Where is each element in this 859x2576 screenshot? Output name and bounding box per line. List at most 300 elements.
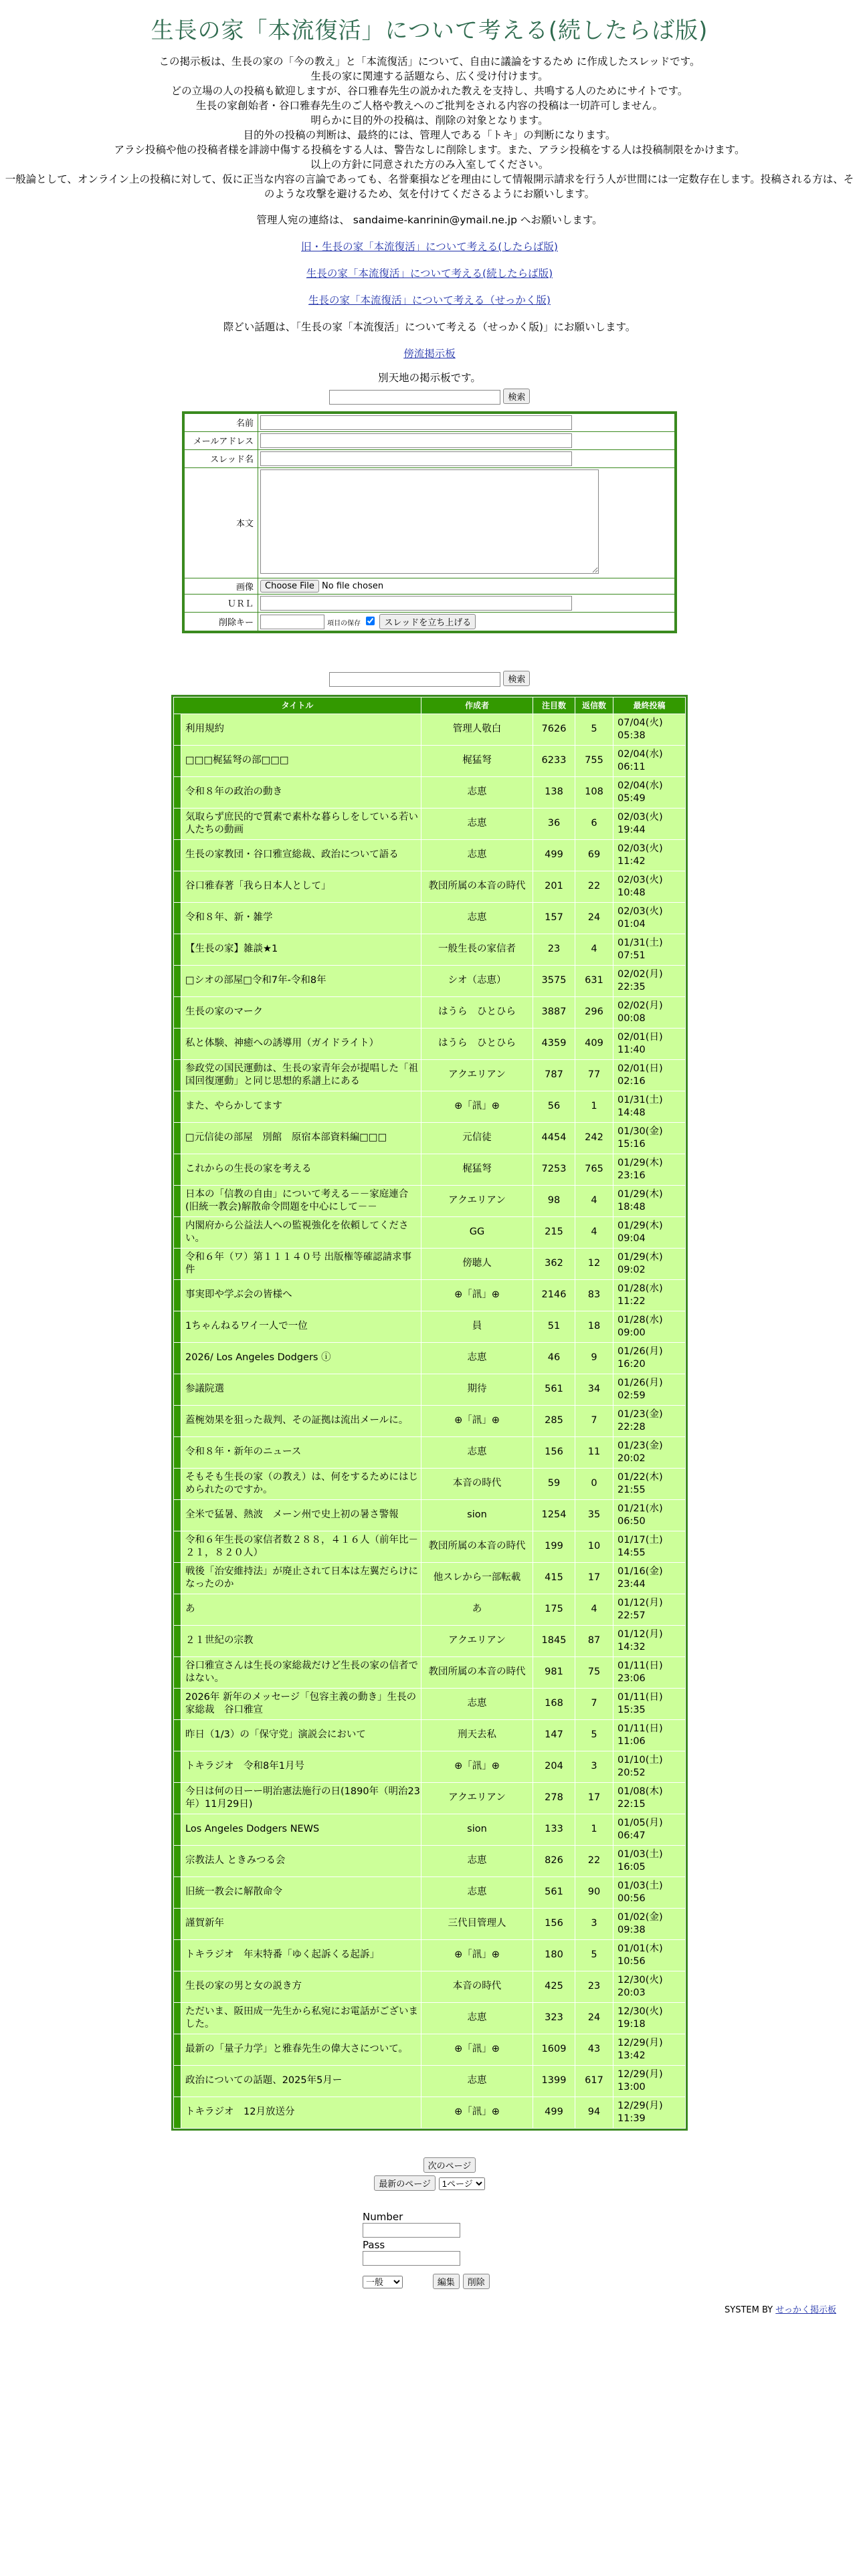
thread-row[interactable] [174, 1719, 686, 1751]
thread-last-post: 01/10(土) 20:52 [613, 1751, 686, 1782]
thread-replies: 5 [575, 1719, 613, 1751]
thread-replies: 7 [575, 1405, 613, 1436]
thread-row[interactable] [174, 2065, 686, 2097]
board-search-input[interactable] [329, 672, 500, 687]
thread-last-post: 01/08(木) 22:15 [613, 1782, 686, 1814]
thread-views: 7253 [533, 1154, 575, 1185]
thread-author: ⊕「訊」⊕ [421, 2034, 533, 2065]
thread-title[interactable]: 利用規約 [181, 714, 421, 745]
thread-row[interactable] [174, 1876, 686, 1908]
thread-author: 梶猛弩 [421, 1154, 533, 1185]
thread-replies: 7 [575, 1688, 613, 1719]
thread-replies: 11 [575, 1436, 613, 1468]
thread-title[interactable]: 宗教法人 ときみつる会 [181, 1845, 421, 1876]
thread-row[interactable] [174, 1028, 686, 1059]
row-marker [174, 1971, 181, 2002]
thread-replies: 10 [575, 1531, 613, 1562]
top-search-input[interactable] [329, 390, 500, 405]
thread-last-post: 01/29(木) 09:04 [613, 1216, 686, 1248]
thread-title[interactable]: トキラジオ 令和8年1月号 [181, 1751, 421, 1782]
thread-views: 157 [533, 902, 575, 934]
thread-last-post: 02/04(水) 05:49 [613, 776, 686, 808]
thread-title[interactable]: 令和８年・新年のニュース [181, 1436, 421, 1468]
thread-row[interactable] [174, 1625, 686, 1656]
thread-replies: 3 [575, 1751, 613, 1782]
thread-views: 51 [533, 1311, 575, 1342]
thread-views: 156 [533, 1908, 575, 1939]
thread-last-post: 01/11(日) 23:06 [613, 1656, 686, 1688]
row-marker [174, 776, 181, 808]
thread-views: 323 [533, 2002, 575, 2034]
row-marker [174, 1751, 181, 1782]
thread-title[interactable]: 最新の「量子力学」と雅春先生の偉大さについて。 [181, 2034, 421, 2065]
thread-views: 285 [533, 1405, 575, 1436]
thread-author: ⊕「訊」⊕ [421, 1091, 533, 1122]
row-marker [174, 839, 181, 871]
row-marker [174, 1876, 181, 1908]
thread-views: 23 [533, 934, 575, 965]
thread-title[interactable]: トキラジオ 12月放送分 [181, 2097, 421, 2128]
row-marker [174, 1499, 181, 1531]
header-title: タイトル [174, 697, 421, 714]
thread-replies: 4 [575, 1594, 613, 1625]
thread-views: 1399 [533, 2065, 575, 2097]
thread-last-post: 01/29(木) 18:48 [613, 1185, 686, 1216]
thread-title[interactable]: あ [181, 1594, 421, 1625]
thread-replies: 24 [575, 2002, 613, 2034]
row-marker [174, 1374, 181, 1405]
row-marker [174, 996, 181, 1028]
thread-title[interactable]: 昨日（1/3）の「保守党」演説会において [181, 1719, 421, 1751]
thread-title[interactable]: ただいま、阪田成一先生から私宛にお電話がございました。 [181, 2002, 421, 2034]
thread-views: 362 [533, 1248, 575, 1279]
row-marker [174, 1059, 181, 1091]
thread-views: 415 [533, 1562, 575, 1594]
thread-title[interactable]: 日本の「信教の自由」について考える－－家庭連合(旧統一教会)解散命令問題を中心にして－－ [181, 1185, 421, 1216]
page-select[interactable] [439, 2177, 485, 2190]
intro-line: 明らかに目的外の投稿は、削除の対象となります。 [310, 114, 549, 126]
thread-last-post: 02/01(日) 11:40 [613, 1028, 686, 1059]
thread-author: シオ（志恵） [421, 965, 533, 996]
create-thread-button[interactable]: スレッドを立ち上げる [379, 614, 476, 629]
header-author: 作成者 [421, 697, 533, 714]
thread-list [171, 695, 688, 2131]
thread-title[interactable]: 政治についての話題、2025年5月ー [181, 2065, 421, 2097]
thread-row[interactable] [174, 1122, 686, 1154]
thread-row[interactable] [174, 934, 686, 965]
thread-row[interactable] [174, 1751, 686, 1782]
thread-title[interactable]: 谷口雅春著「我ら日本人として」 [181, 871, 421, 902]
thread-author: ⊕「訊」⊕ [421, 1939, 533, 1971]
thread-last-post: 12/29(月) 11:39 [613, 2097, 686, 2128]
thread-author: 一般生長の家信者 [421, 934, 533, 965]
thread-replies: 4 [575, 1185, 613, 1216]
thread-views: 201 [533, 871, 575, 902]
thread-replies: 242 [575, 1122, 613, 1154]
thread-last-post: 12/29(月) 13:00 [613, 2065, 686, 2097]
thread-title[interactable]: 生長の家のマーク [181, 996, 421, 1028]
thread-title[interactable]: 参議院選 [181, 1374, 421, 1405]
thread-title[interactable]: 令和８年、新・雑学 [181, 902, 421, 934]
thread-views: 981 [533, 1656, 575, 1688]
thread-row[interactable] [174, 2034, 686, 2065]
row-marker [174, 2034, 181, 2065]
thread-replies: 631 [575, 965, 613, 996]
thread-author: はうら ひとひら [421, 996, 533, 1028]
thread-replies: 35 [575, 1499, 613, 1531]
thread-last-post: 01/28(水) 09:00 [613, 1311, 686, 1342]
thread-last-post: 02/01(日) 02:16 [613, 1059, 686, 1091]
system-by-label: SYSTEM BY [725, 2304, 776, 2315]
thread-views: 3887 [533, 996, 575, 1028]
thread-views: 133 [533, 1814, 575, 1845]
next-page-button[interactable]: 次のページ [423, 2157, 476, 2173]
thread-title[interactable]: 旧統一教会に解散命令 [181, 1876, 421, 1908]
thread-row[interactable] [174, 808, 686, 839]
thread-views: 4454 [533, 1122, 575, 1154]
thread-row[interactable] [174, 776, 686, 808]
thread-views: 561 [533, 1876, 575, 1908]
thread-last-post: 01/28(水) 11:22 [613, 1279, 686, 1311]
thread-last-post: 01/31(土) 07:51 [613, 934, 686, 965]
thread-author: 志恵 [421, 1342, 533, 1374]
thread-row[interactable] [174, 1185, 686, 1216]
thread-views: 215 [533, 1216, 575, 1248]
thread-views: 499 [533, 2097, 575, 2128]
thread-title[interactable]: 戦後「治安維持法」が廃止されて日本は左翼だらけになったのか [181, 1562, 421, 1594]
row-marker [174, 714, 181, 745]
choose-file-button[interactable]: Choose File [260, 580, 319, 593]
intro-line: 生長の家創始者・谷口雅春先生のご人格や教えへのご批判をされる内容の投稿は一切許可しません。 [195, 100, 664, 112]
thread-last-post: 01/22(木) 21:55 [613, 1468, 686, 1499]
thread-last-post: 01/16(金) 23:44 [613, 1562, 686, 1594]
number-field[interactable] [363, 2223, 460, 2238]
thread-title[interactable]: また、やらかしてます [181, 1091, 421, 1122]
thread-views: 278 [533, 1782, 575, 1814]
thread-views: 156 [533, 1436, 575, 1468]
thread-title[interactable]: 私と体験、神癒への誘導用（ガイドライト） [181, 1028, 421, 1059]
email-label: メールアドレス [185, 431, 258, 449]
thread-replies: 77 [575, 1059, 613, 1091]
thread-title[interactable]: 生長の家の男と女の説き方 [181, 1971, 421, 2002]
thread-title[interactable]: 谷口雅宣さんは生長の家総裁だけど生長の家の信者ではない。 [181, 1656, 421, 1688]
thread-row[interactable] [174, 2002, 686, 2034]
system-link[interactable]: せっかく掲示板 [775, 2304, 836, 2315]
thread-views: 168 [533, 1688, 575, 1719]
link-sekkaku-board[interactable]: 生長の家「本流復活」について考える（せっかく版) [308, 294, 551, 306]
thread-replies: 43 [575, 2034, 613, 2065]
thread-views: 138 [533, 776, 575, 808]
thread-title[interactable]: 令和６年生長の家信者数２８８，４１６人（前年比－２１，８２０人） [181, 1531, 421, 1562]
row-marker [174, 745, 181, 776]
thread-replies: 23 [575, 1971, 613, 2002]
thread-views: 7626 [533, 714, 575, 745]
pass-label: Pass [363, 2238, 385, 2251]
thread-replies: 18 [575, 1311, 613, 1342]
thread-views: 147 [533, 1719, 575, 1751]
thread-author: sion [421, 1814, 533, 1845]
board-search [0, 671, 859, 687]
row-marker [174, 1625, 181, 1656]
thread-replies: 4 [575, 1216, 613, 1248]
thread-title[interactable]: トキラジオ 年末特番「ゆく起訴くる起訴」 [181, 1939, 421, 1971]
thread-row[interactable] [174, 996, 686, 1028]
thread-views: 98 [533, 1185, 575, 1216]
thread-row[interactable] [174, 1594, 686, 1625]
thread-title[interactable]: ２１世紀の宗教 [181, 1625, 421, 1656]
thread-row[interactable] [174, 1562, 686, 1594]
thread-title[interactable]: □元信徒の部屋 別館 原宿本部資料編□□□ [181, 1122, 421, 1154]
thread-last-post: 01/21(水) 06:50 [613, 1499, 686, 1531]
thread-row[interactable] [174, 871, 686, 902]
thread-row[interactable] [174, 1311, 686, 1342]
thread-title[interactable]: 謹賀新年 [181, 1908, 421, 1939]
row-marker [174, 1248, 181, 1279]
thread-row[interactable] [174, 965, 686, 996]
url-field[interactable] [260, 596, 572, 611]
thread-title[interactable]: □シオの部屋□令和7年-令和8年 [181, 965, 421, 996]
thread-row[interactable] [174, 1468, 686, 1499]
thread-author: 刑天去私 [421, 1719, 533, 1751]
thread-author: 志恵 [421, 2065, 533, 2097]
thread-last-post: 01/17(土) 14:55 [613, 1531, 686, 1562]
thread-row[interactable] [174, 1499, 686, 1531]
edgy-topic-note: 際どい話題は、「生長の家「本流復活」について考える（せっかく版)」にお願いします。 [223, 321, 636, 333]
thread-views: 826 [533, 1845, 575, 1876]
thread-views: 425 [533, 1971, 575, 2002]
thread-replies: 6 [575, 808, 613, 839]
thread-last-post: 02/02(月) 00:08 [613, 996, 686, 1028]
thread-replies: 75 [575, 1656, 613, 1688]
row-marker [174, 1814, 181, 1845]
thread-row[interactable] [174, 1908, 686, 1939]
thread-last-post: 01/05(月) 06:47 [613, 1814, 686, 1845]
thread-title[interactable]: これからの生長の家を考える [181, 1154, 421, 1185]
thread-row[interactable] [174, 1091, 686, 1122]
thread-last-post: 02/03(火) 19:44 [613, 808, 686, 839]
link-current-board[interactable]: 生長の家「本流復活」について考える(続したらば版) [306, 267, 553, 280]
thread-row[interactable] [174, 1154, 686, 1185]
thread-title[interactable]: 事実即や学ぶ会の皆様へ [181, 1279, 421, 1311]
thread-title[interactable]: 2026年 新年のメッセージ「包容主義の動き」生長の家総裁 谷口雅宣 [181, 1688, 421, 1719]
thread-replies: 755 [575, 745, 613, 776]
thread-last-post: 02/03(火) 10:48 [613, 871, 686, 902]
thread-replies: 3 [575, 1908, 613, 1939]
thread-author: 志恵 [421, 776, 533, 808]
row-marker [174, 1405, 181, 1436]
email-field[interactable] [260, 433, 572, 448]
row-marker [174, 1028, 181, 1059]
thread-title[interactable]: そもそも生長の家（の教え）は、何をするためにはじめられたのですか。 [181, 1468, 421, 1499]
thread-replies: 17 [575, 1562, 613, 1594]
pass-field[interactable] [363, 2251, 460, 2266]
thread-last-post: 01/03(土) 00:56 [613, 1876, 686, 1908]
thread-replies: 34 [575, 1374, 613, 1405]
row-marker [174, 2097, 181, 2128]
board-links [0, 239, 859, 307]
thread-author: 三代目管理人 [421, 1908, 533, 1939]
thread-author: アクエリアン [421, 1185, 533, 1216]
thread-row[interactable] [174, 1436, 686, 1468]
row-marker [174, 2065, 181, 2097]
thread-title[interactable]: 2026/ Los Angeles Dodgers ⓘ [181, 1342, 421, 1374]
thread-row[interactable] [174, 1845, 686, 1876]
thread-replies: 4 [575, 934, 613, 965]
row-marker [174, 1342, 181, 1374]
thread-row[interactable] [174, 1405, 686, 1436]
delete-key-field[interactable] [260, 615, 324, 629]
row-marker [174, 1845, 181, 1876]
thread-row[interactable] [174, 902, 686, 934]
row-marker [174, 1908, 181, 1939]
intro-line: この掲示板は、生長の家の「今の教え」と「本流復活」について、自由に議論をするため に作成したスレッドです。 [159, 56, 700, 68]
thread-replies: 5 [575, 1939, 613, 1971]
thread-replies: 24 [575, 902, 613, 934]
thread-row[interactable] [174, 714, 686, 745]
thread-last-post: 01/12(月) 22:57 [613, 1594, 686, 1625]
thread-title[interactable]: 生長の家教団・谷口雅宣総裁、政治について語る [181, 839, 421, 871]
thread-row[interactable] [174, 1216, 686, 1248]
intro-text [0, 54, 859, 201]
thread-last-post: 02/04(水) 06:11 [613, 745, 686, 776]
thread-author: 志恵 [421, 839, 533, 871]
thread-author: 傍聴人 [421, 1248, 533, 1279]
thread-row[interactable] [174, 839, 686, 871]
link-old-board[interactable]: 旧・生長の家「本流復活」について考える(したらば版) [301, 241, 558, 253]
thread-row[interactable] [174, 1688, 686, 1719]
thread-views: 180 [533, 1939, 575, 1971]
another-board-note: 別天地の掲示板です。 [378, 372, 481, 384]
row-marker [174, 871, 181, 902]
thread-row[interactable] [174, 1059, 686, 1091]
board-search-button[interactable]: 検索 [503, 671, 530, 686]
thread-author: 志恵 [421, 808, 533, 839]
row-marker [174, 1782, 181, 1814]
thread-title[interactable]: □□□梶猛弩の部□□□ [181, 745, 421, 776]
link-side-board[interactable]: 傍流掲示板 [403, 348, 456, 360]
thread-author: ⊕「訊」⊕ [421, 1405, 533, 1436]
row-marker [174, 1122, 181, 1154]
latest-page-button[interactable]: 最新のページ [374, 2175, 436, 2191]
thread-last-post: 01/12(月) 14:32 [613, 1625, 686, 1656]
thread-last-post: 01/11(日) 11:06 [613, 1719, 686, 1751]
thread-row[interactable] [174, 1656, 686, 1688]
top-search-button[interactable]: 検索 [503, 389, 530, 404]
thread-name-label: スレッド名 [185, 449, 258, 467]
row-marker [174, 1279, 181, 1311]
thread-last-post: 01/26(月) 16:20 [613, 1342, 686, 1374]
thread-views: 204 [533, 1751, 575, 1782]
thread-title[interactable]: Los Angeles Dodgers NEWS [181, 1814, 421, 1845]
thread-title[interactable]: 気取らず庶民的で質素で素朴な暮らしをしている若い人たちの動画 [181, 808, 421, 839]
thread-row[interactable] [174, 1279, 686, 1311]
intro-line: 目的外の投稿の判断は、最終的には、管理人である「トキ」の判断になります。 [243, 129, 616, 141]
thread-last-post: 01/23(金) 20:02 [613, 1436, 686, 1468]
thread-row[interactable] [174, 1531, 686, 1562]
url-label: ＵＲＬ [185, 594, 258, 612]
thread-row[interactable] [174, 1342, 686, 1374]
thread-last-post: 02/02(月) 22:35 [613, 965, 686, 996]
thread-title[interactable]: 令和８年の政治の動き [181, 776, 421, 808]
row-marker [174, 1154, 181, 1185]
thread-views: 46 [533, 1342, 575, 1374]
thread-replies: 409 [575, 1028, 613, 1059]
thread-author: 教団所属の本音の時代 [421, 871, 533, 902]
row-marker [174, 1562, 181, 1594]
thread-last-post: 01/23(金) 22:28 [613, 1405, 686, 1436]
thread-replies: 1 [575, 1814, 613, 1845]
thread-title[interactable]: 全米で猛暑、熱波 メーン州で史上初の暑さ警報 [181, 1499, 421, 1531]
thread-row[interactable] [174, 2097, 686, 2128]
thread-title[interactable]: 今日は何の日ーー明治憲法施行の日(1890年（明治23年）11月29日) [181, 1782, 421, 1814]
thread-last-post: 12/30(火) 20:03 [613, 1971, 686, 2002]
thread-title[interactable]: 内閣府から公益法人への監視強化を依頼してください。 [181, 1216, 421, 1248]
name-label: 名前 [185, 413, 258, 431]
delete-button[interactable]: 削除 [463, 2274, 490, 2289]
new-thread-form [182, 411, 677, 634]
thread-views: 499 [533, 839, 575, 871]
thread-title[interactable]: 【生長の家】雑談★1 [181, 934, 421, 965]
header-views: 注目数 [533, 697, 575, 714]
intro-line: 一般論として、オンライン上の投稿に対して、仮に正当な内容の言論であっても、名誉棄損などを理由にして情報開示請求を行う人が世間には一定数存在します。投稿される方は、そのような攻撃を避けるため、気を付けてくださるようにお願いします。 [5, 173, 854, 200]
thread-replies: 17 [575, 1782, 613, 1814]
thread-title[interactable]: 令和６年（ワ）第１１１４０号 出版権等確認請求事件 [181, 1248, 421, 1279]
page-title: 生長の家「本流復活」について考える(続したらば版) [151, 17, 708, 44]
row-marker [174, 1468, 181, 1499]
thread-title[interactable]: 1ちゃんねるワイ一人で一位 [181, 1311, 421, 1342]
thread-row[interactable] [174, 1374, 686, 1405]
thread-replies: 5 [575, 714, 613, 745]
row-marker [174, 1531, 181, 1562]
thread-name-field[interactable] [260, 451, 572, 466]
thread-title[interactable]: 参政党の国民運動は、生長の家青年会が提唱した「祖国回復運動」と同じ思想的系譜上にある [181, 1059, 421, 1091]
row-marker [174, 1719, 181, 1751]
thread-views: 59 [533, 1468, 575, 1499]
thread-last-post: 01/03(土) 16:05 [613, 1845, 686, 1876]
name-field[interactable] [260, 415, 572, 430]
thread-views: 1609 [533, 2034, 575, 2065]
thread-author: 志恵 [421, 1436, 533, 1468]
thread-author: ⊕「訊」⊕ [421, 2097, 533, 2128]
thread-author: 教団所属の本音の時代 [421, 1656, 533, 1688]
thread-row[interactable] [174, 1782, 686, 1814]
thread-author: GG [421, 1216, 533, 1248]
thread-author: 本音の時代 [421, 1468, 533, 1499]
thread-author: 他スレから一部転載 [421, 1562, 533, 1594]
mode-select[interactable] [363, 2276, 403, 2288]
thread-views: 2146 [533, 1279, 575, 1311]
thread-replies: 83 [575, 1279, 613, 1311]
thread-last-post: 12/30(火) 19:18 [613, 2002, 686, 2034]
thread-views: 1845 [533, 1625, 575, 1656]
thread-last-post: 12/29(月) 13:42 [613, 2034, 686, 2065]
thread-replies: 108 [575, 776, 613, 808]
thread-row[interactable] [174, 1248, 686, 1279]
thread-author: 管理人敬白 [421, 714, 533, 745]
thread-title[interactable]: 蓋椀効果を狙った裁判、その証拠は流出メールに。 [181, 1405, 421, 1436]
body-textarea[interactable] [260, 469, 599, 574]
save-items-checkbox[interactable] [366, 617, 375, 625]
thread-row[interactable] [174, 1814, 686, 1845]
thread-row[interactable] [174, 1971, 686, 2002]
thread-replies: 0 [575, 1468, 613, 1499]
thread-author: 本音の時代 [421, 1971, 533, 2002]
thread-last-post: 02/03(火) 11:42 [613, 839, 686, 871]
thread-views: 36 [533, 808, 575, 839]
thread-row[interactable] [174, 1939, 686, 1971]
thread-row[interactable] [174, 745, 686, 776]
edit-button[interactable]: 編集 [433, 2274, 460, 2289]
